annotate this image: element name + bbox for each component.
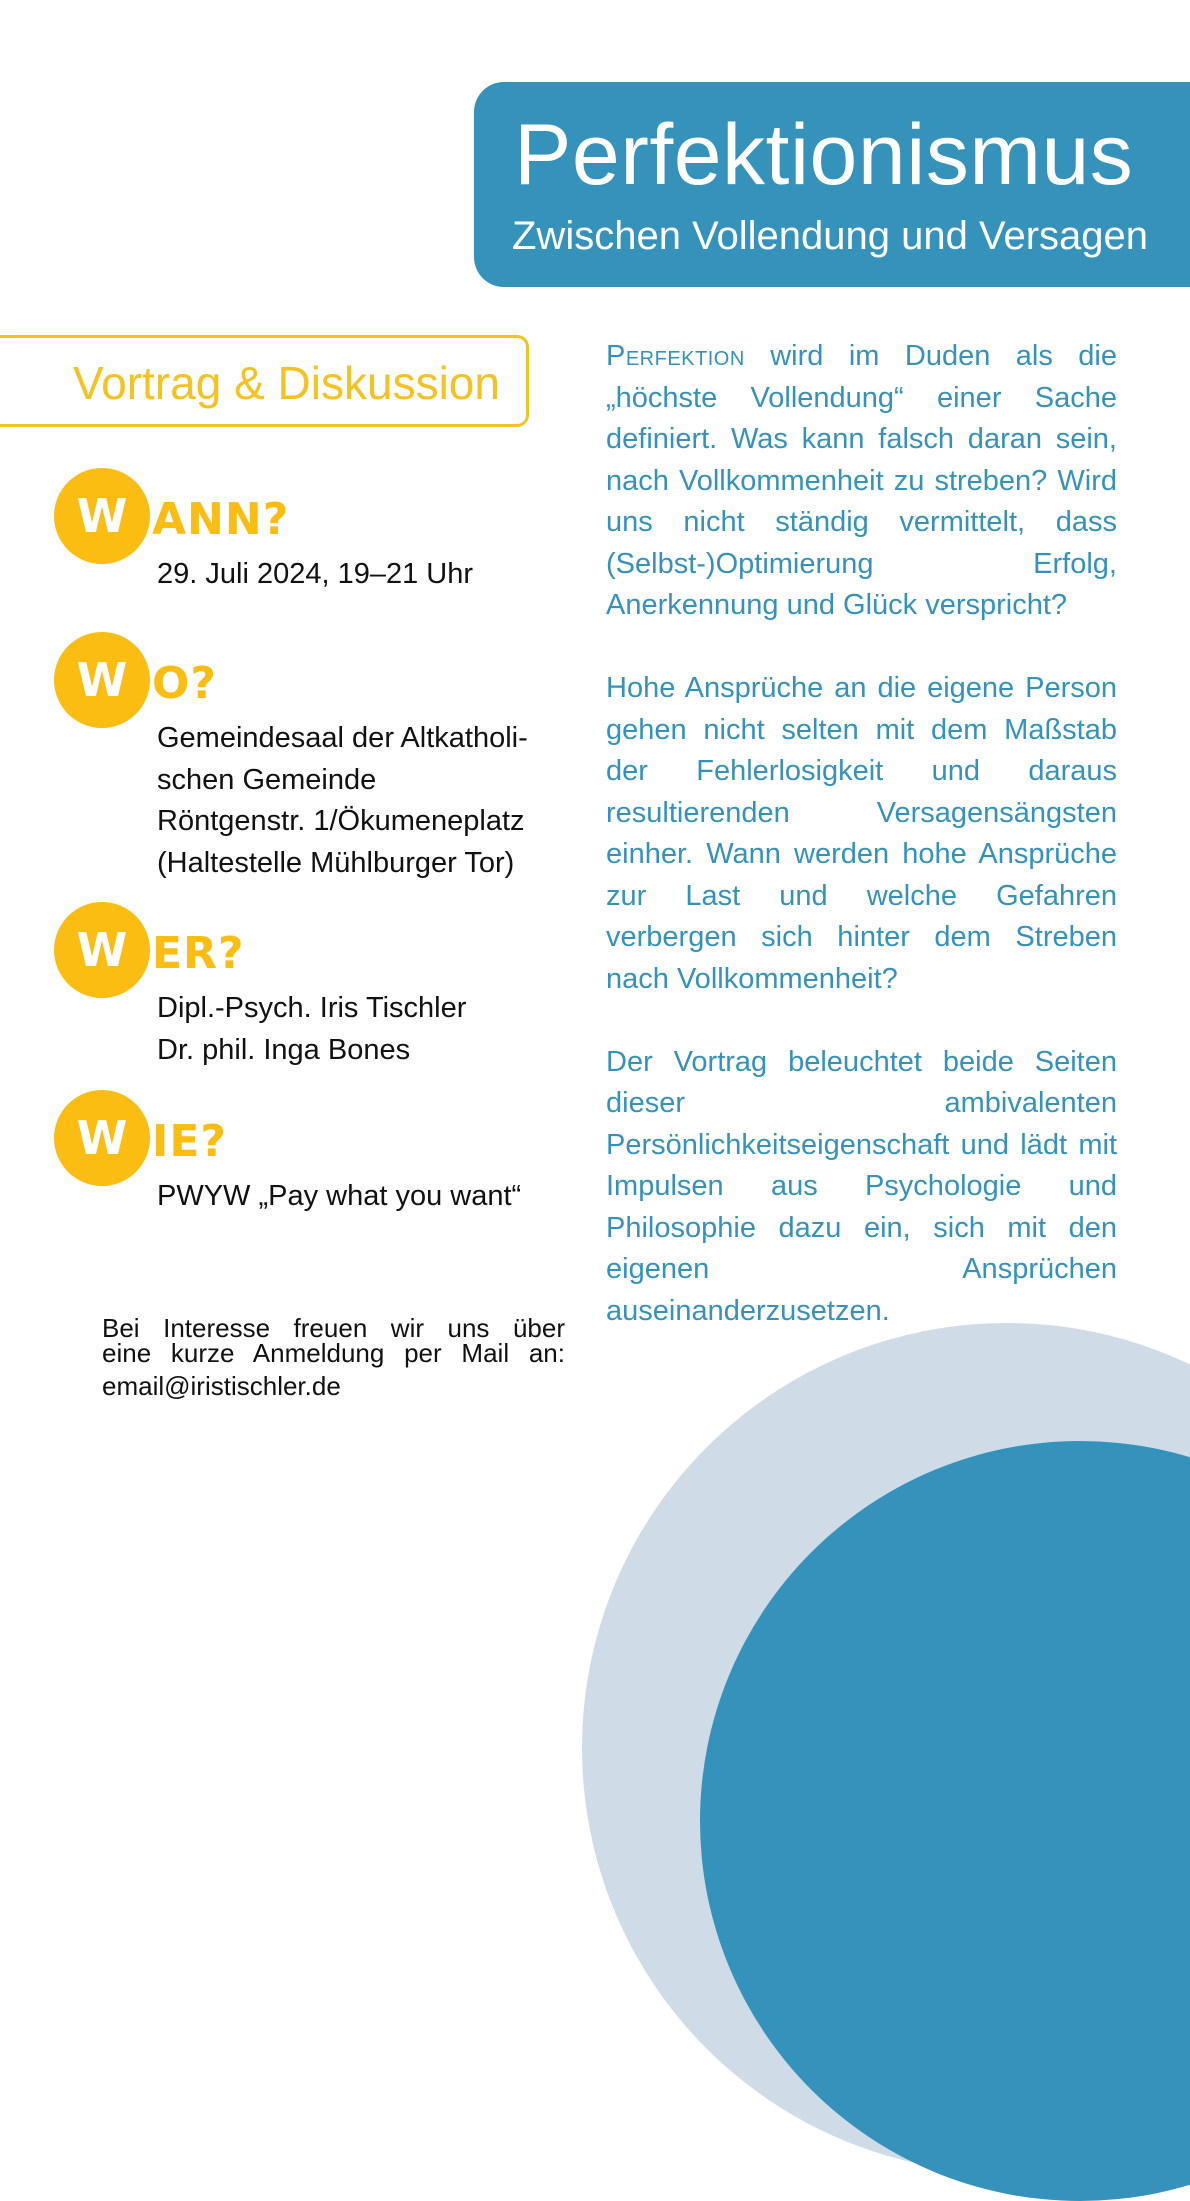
description-lead-word: Perfektion — [606, 340, 745, 372]
where-answer-line: Gemeindesaal der Altkatholi- — [157, 722, 528, 754]
who-answer-line: Dr. phil. Inga Bones — [157, 1033, 411, 1066]
description-paragraph-1-text: wird im Duden als die „höchste Vollendung“ einer Sache definiert. Was kann falsch daran sein, nach Vollkommenheit zu streben? Wird uns nicht ständig vermittelt, dass (Selbst-)Optimierung Erfolg, Anerkennung und Glück verspricht? — [606, 340, 1117, 621]
event-type-box — [0, 335, 529, 427]
title-banner — [474, 82, 1190, 287]
how-heading: IE? — [152, 1116, 227, 1167]
how-letter: W — [76, 1111, 128, 1165]
description-paragraph-1 — [606, 336, 1117, 627]
description-paragraph-2: Hohe Ansprüche an die eigene Person gehen nicht selten mit dem Maßstab der Fehlerlosigkeit und daraus resultierenden Versagensängsten einher. Wann werden hohe Ansprüche zur Last und welche Gefahren verbergen sich hinter dem Streben nach Vollkommenheit? — [606, 672, 1117, 995]
where-letter-circle — [54, 632, 150, 728]
how-answer — [157, 1176, 521, 1218]
when-letter-circle — [54, 468, 150, 564]
registration-email[interactable]: email@iristischler.de — [102, 1371, 341, 1401]
how-letter-circle — [54, 1090, 150, 1186]
description-paragraph-3: Der Vortrag beleuchtet beide Seiten dieser ambivalenten Persönlichkeitseigenschaft und lädt mit Impulsen aus Psychologie und Philosophie dazu ein, sich mit den eigenen Ansprüchen auseinanderzusetzen. — [606, 1045, 1117, 1327]
where-answer — [157, 718, 528, 884]
when-heading: ANN? — [152, 494, 290, 545]
registration-line-1: Bei Interesse freuen wir uns über — [102, 1313, 565, 1343]
registration-line-2: eine kurze Anmeldung per Mail an: — [102, 1338, 565, 1368]
page-title: Perfektionismus — [514, 107, 1134, 203]
when-letter: W — [76, 489, 128, 543]
where-answer-line: schen Gemeinde — [157, 763, 377, 796]
who-answer — [157, 988, 466, 1071]
event-type-label: Vortrag & Diskussion — [73, 357, 500, 409]
where-heading: O? — [152, 658, 217, 709]
where-letter: W — [76, 653, 128, 707]
who-answer-line: Dipl.-Psych. Iris Tischler — [157, 992, 467, 1024]
description — [606, 336, 1117, 1374]
who-heading: ER? — [152, 928, 245, 979]
who-letter-circle — [54, 902, 150, 998]
page-subtitle: Zwischen Vollendung und Versagen — [512, 214, 1149, 258]
who-letter: W — [76, 923, 128, 977]
how-answer-line: PWYW „Pay what you want“ — [157, 1180, 522, 1212]
when-answer-line: 29. Juli 2024, 19–21 Uhr — [157, 558, 473, 590]
registration-note — [102, 1313, 565, 1401]
where-answer-line: Röntgenstr. 1/Ökumeneplatz — [157, 805, 525, 837]
where-answer-line: (Haltestelle Mühlburger Tor) — [157, 846, 515, 879]
when-answer — [157, 554, 473, 596]
